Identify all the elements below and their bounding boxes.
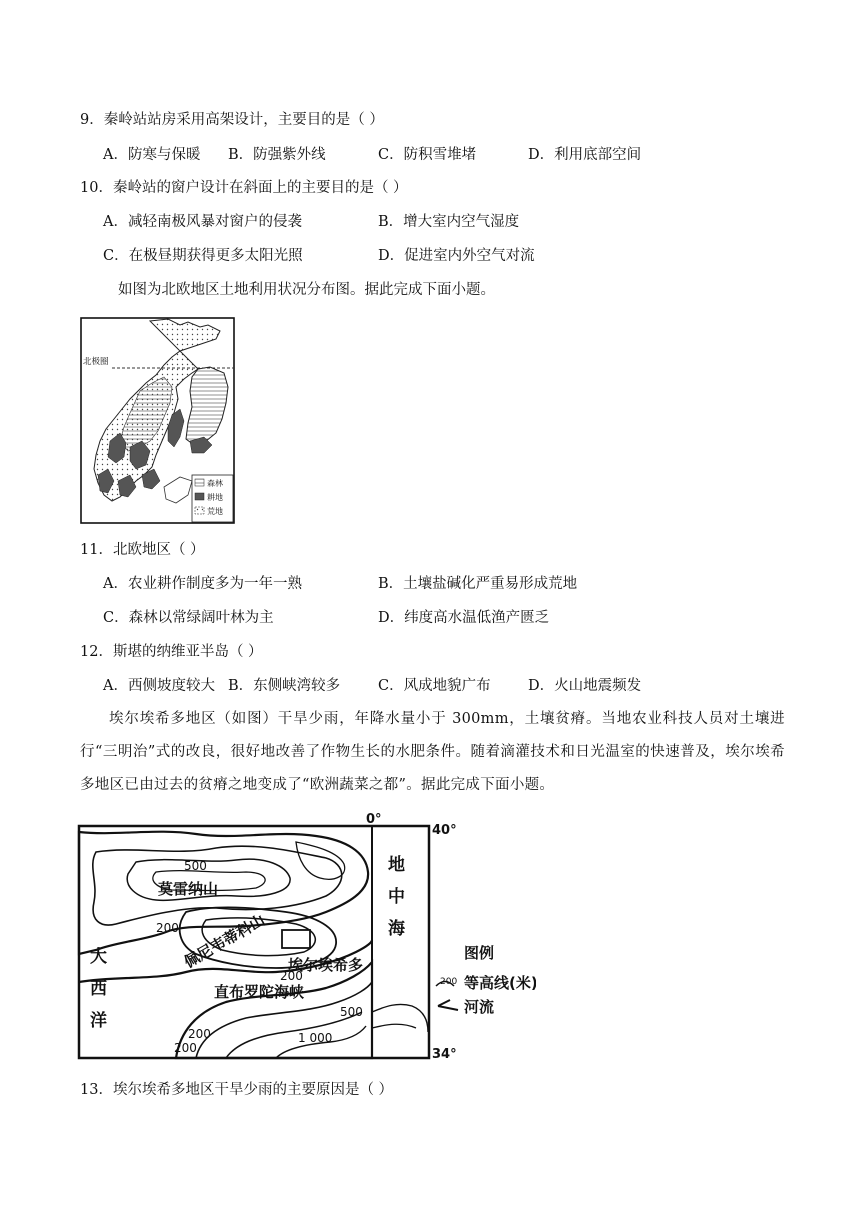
question-12-option-b: B．东侧峡湾较多 — [228, 678, 341, 694]
latitude-34-label: 34° — [432, 1047, 457, 1062]
question-12-option-d: D．火山地震频发 — [528, 678, 642, 694]
question-12-option-c: C．风成地貌广布 — [378, 678, 491, 694]
prime-meridian-label: 0° — [366, 812, 382, 827]
map2-legend-title: 图例 — [464, 944, 495, 962]
contour-label-200-africa-2: 200 — [174, 1041, 197, 1055]
legend-river-symbol — [438, 1000, 458, 1010]
mediterranean-label-3: 海 — [388, 919, 405, 939]
atlantic-label-3: 洋 — [90, 1011, 107, 1031]
legend-forest-swatch — [195, 479, 204, 486]
question-11-option-a: A．农业耕作制度多为一年一熟 — [103, 576, 302, 592]
contour-label-500-africa: 500 — [340, 1005, 363, 1019]
penibetic-mountains-label: 佩尼韦蒂科山 — [181, 910, 268, 972]
mediterranean-label-2: 中 — [388, 887, 405, 907]
el-ejido-label: 埃尔埃希多 — [288, 956, 364, 974]
question-12-option-a: A．西侧坡度较大 — [103, 678, 215, 694]
legend-wasteland-label: 荒地 — [207, 507, 223, 516]
question-10-option-b: B．增大室内空气湿度 — [378, 214, 520, 230]
question-11-stem: 11．北欧地区（ ） — [80, 542, 205, 558]
gibraltar-strait-label: 直布罗陀海峡 — [214, 983, 305, 1001]
el-ejido-region-map — [76, 812, 536, 1062]
contour-label-200-africa-1: 200 — [188, 1027, 211, 1041]
legend-forest-label: 森林 — [207, 479, 223, 488]
map1-intro: 如图为北欧地区土地利用状况分布图。据此完成下面小题。 — [118, 282, 495, 298]
contour-label-200-south: 200 — [280, 969, 303, 983]
northern-europe-land-use-map — [80, 317, 235, 524]
question-9-option-d: D．利用底部空间 — [528, 147, 642, 163]
question-9-option-b: B．防强紫外线 — [228, 147, 326, 163]
question-12-stem: 12．斯堪的纳维亚半岛（ ） — [80, 644, 263, 660]
question-10-option-d: D．促进室内外空气对流 — [378, 248, 535, 264]
question-13-stem: 13．埃尔埃希多地区干旱少雨的主要原因是（ ） — [80, 1082, 394, 1098]
legend-contour-value: 200 — [440, 977, 458, 987]
question-11-option-d: D．纬度高水温低渔产匮乏 — [378, 610, 550, 626]
question-10-stem: 10．秦岭站的窗户设计在斜面上的主要目的是（ ） — [80, 180, 408, 196]
question-10-option-a: A．减轻南极风暴对窗户的侵袭 — [103, 214, 302, 230]
contour-label-1000-africa: 1 000 — [298, 1031, 333, 1045]
latitude-40-label: 40° — [432, 823, 457, 838]
arctic-circle-label: 北极圈 — [83, 357, 109, 367]
legend-river-label: 河流 — [464, 998, 495, 1016]
atlantic-label-2: 西 — [90, 979, 107, 999]
atlantic-label-1: 大 — [90, 947, 107, 967]
contour-label-500-north: 500 — [184, 859, 207, 873]
mediterranean-label-1: 地 — [388, 855, 405, 875]
morena-mountains-label: 莫雷纳山 — [158, 880, 219, 898]
map2-intro-paragraph: 埃尔埃希多地区（如图）干旱少雨，年降水量小于 300mm，土壤贫瘠。当地农业科技人员对土壤进行“三明治”式的改良，很好地改善了作物生长的水肥条件。随着滴灌技术和日光温室的快速普及，埃尔埃希多地区已由过去的贫瘠之地变成了“欧洲蔬菜之都”。据此完成下面小题。 — [80, 711, 785, 793]
question-10-option-c: C．在极昼期获得更多太阳光照 — [103, 248, 303, 264]
question-11-option-c: C．森林以常绿阔叶林为主 — [103, 610, 274, 626]
question-9-stem: 9．秦岭站站房采用高架设计，主要目的是（ ） — [80, 112, 384, 128]
legend-contour-label: 等高线(米) — [464, 974, 536, 992]
legend-wasteland-swatch — [195, 507, 204, 514]
legend-farmland-swatch — [195, 493, 204, 500]
question-9-option-c: C．防积雪堆堵 — [378, 147, 477, 163]
question-11-option-b: B．土壤盐碱化严重易形成荒地 — [378, 576, 578, 592]
legend-farmland-label: 耕地 — [207, 493, 223, 502]
contour-label-200-north: 200 — [156, 921, 179, 935]
question-9-option-a: A．防寒与保暖 — [103, 147, 201, 163]
